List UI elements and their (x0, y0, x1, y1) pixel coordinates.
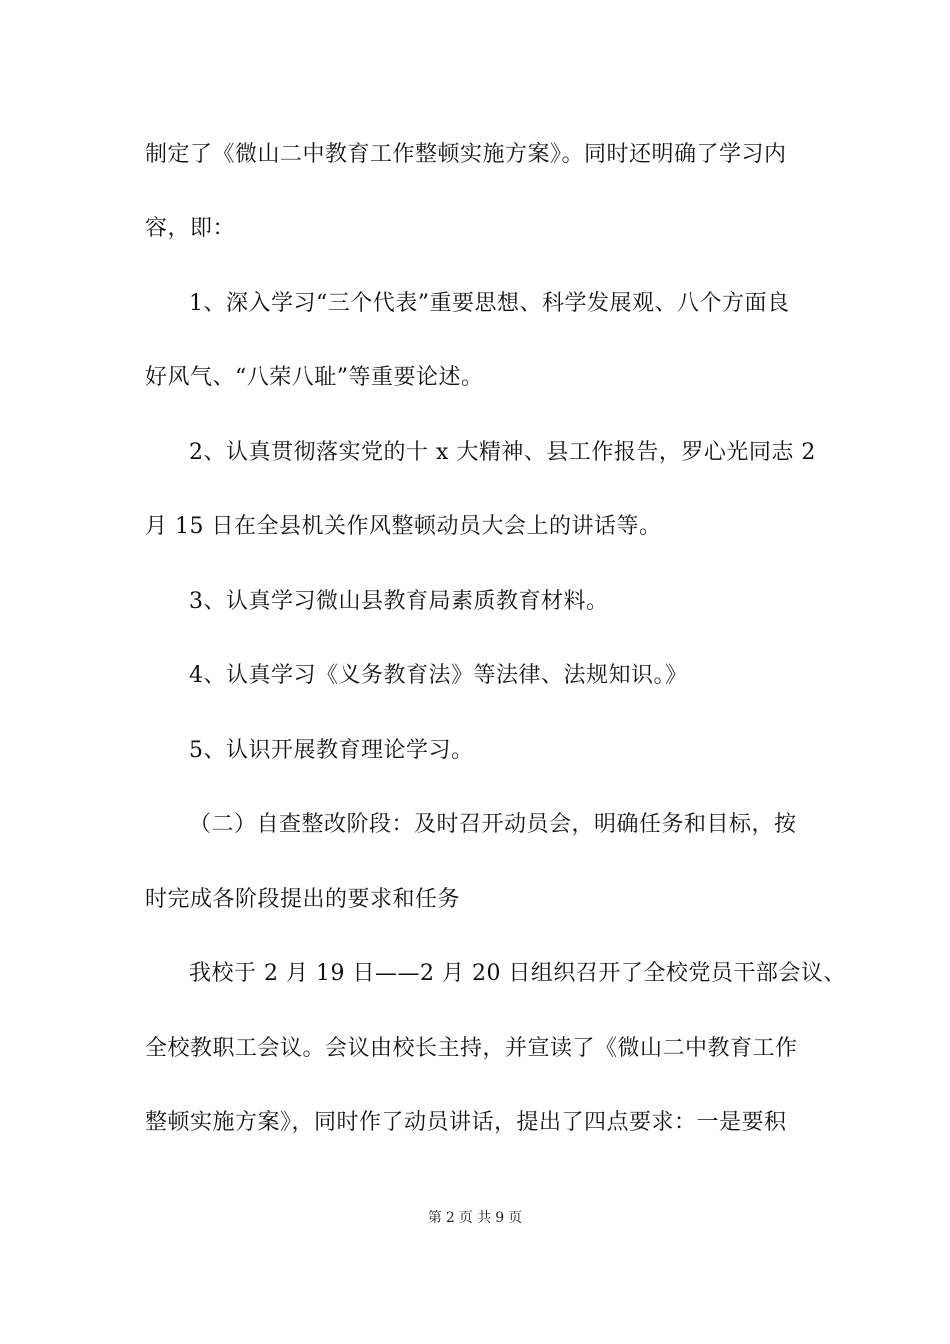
list-item-2: 2、认真贯彻落实党的十 x 大精神、县工作报告，罗心光同志 2 (189, 440, 816, 465)
body-text-line: 制定了《微山二中教育工作整顿实施方案》。同时还明确了学习内 (145, 142, 787, 167)
footer-suffix: 页 (508, 1210, 523, 1226)
section-heading: （二）自查整改阶段：及时召开动员会，明确任务和目标，按 (189, 812, 797, 837)
list-item-5: 5、认识开展教育理论学习。 (189, 738, 474, 763)
page-footer (0, 1208, 950, 1228)
footer-middle: 页 共 (458, 1210, 492, 1226)
list-item-3: 3、认真学习微山县教育局素质教育材料。 (189, 589, 609, 614)
body-text-line: 全校教职工会议。会议由校长主持，并宣读了《微山二中教育工作 (145, 1036, 798, 1061)
body-text-line: 时完成各阶段提出的要求和任务 (145, 887, 461, 912)
footer-current-page: 2 (445, 1210, 455, 1226)
paragraph-start: 我校于 2 月 19 日——2 月 20 日组织召开了全校党员干部会议、 (189, 961, 846, 986)
body-text-line: 月 15 日在全县机关作风整顿动员大会上的讲话等。 (145, 514, 662, 539)
body-text-line: 好风气、“八荣八耻”等重要论述。 (145, 365, 484, 390)
footer-total-pages: 9 (495, 1210, 505, 1226)
list-item-1: 1、深入学习“三个代表”重要思想、科学发展观、八个方面良 (189, 291, 790, 316)
body-text-line: 容，即： (145, 216, 236, 241)
list-item-4: 4、认真学习《义务教育法》等法律、法规知识。》 (189, 663, 688, 688)
footer-prefix: 第 (427, 1210, 442, 1226)
body-text-line: 整顿实施方案》，同时作了动员讲话，提出了四点要求：一是要积 (145, 1110, 787, 1135)
